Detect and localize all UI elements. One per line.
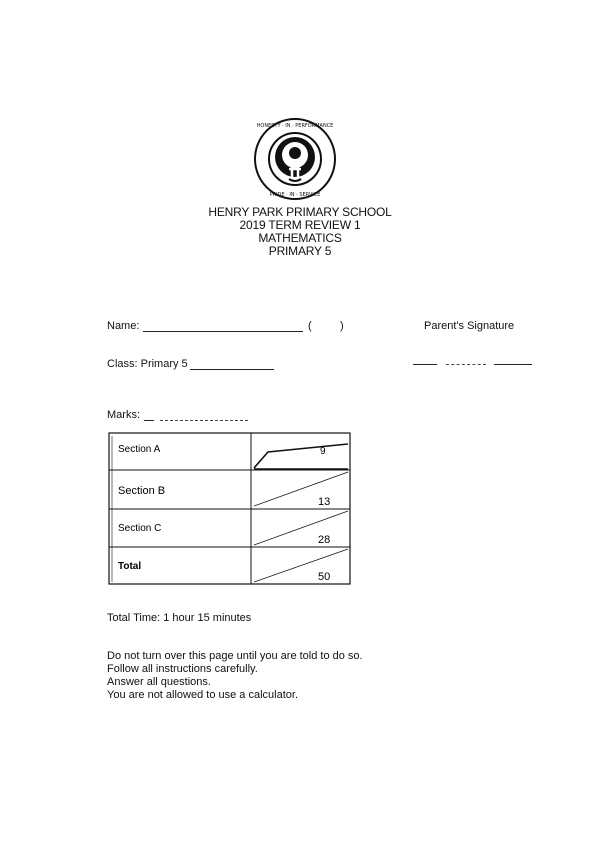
total-marks-slash	[254, 549, 348, 582]
school-crest-logo	[253, 117, 337, 201]
instruction-line: You are not allowed to use a calculator.	[107, 689, 299, 701]
svg-text:HONESTY · IN · PERFORMANCE: HONESTY · IN · PERFORMANCE	[256, 123, 334, 129]
table-row	[118, 549, 348, 583]
instruction-line: Answer all questions.	[107, 676, 211, 688]
register-number-close-paren: )	[340, 320, 344, 332]
class-input-line[interactable]	[190, 369, 274, 370]
parent-signature-line-2[interactable]	[446, 364, 486, 365]
table-row	[118, 472, 348, 508]
score-table	[108, 432, 351, 585]
section-a-marks-slash	[254, 444, 348, 469]
section-b-label: Section B	[118, 485, 166, 497]
marks-input-line-1[interactable]	[144, 420, 154, 421]
section-b-max-marks: 13	[318, 496, 331, 508]
marks-input-line-2[interactable]	[160, 420, 248, 421]
section-b-marks-slash	[254, 472, 348, 506]
subject-title: MATHEMATICS	[258, 231, 342, 245]
table-row	[118, 511, 348, 546]
section-c-max-marks: 28	[318, 534, 331, 546]
instruction-line: Do not turn over this page until you are told to do so.	[107, 650, 363, 662]
total-time: Total Time: 1 hour 15 minutes	[107, 612, 252, 624]
table-row	[118, 444, 348, 469]
section-c-marks-slash	[254, 511, 348, 545]
exam-heading	[0, 206, 600, 258]
instructions-list	[107, 650, 363, 702]
parent-signature-label: Parent's Signature	[424, 320, 515, 332]
school-name: HENRY PARK PRIMARY SCHOOL	[208, 205, 392, 219]
class-label: Class: Primary 5	[107, 358, 188, 370]
instruction-line: Follow all instructions carefully.	[107, 663, 258, 675]
section-c-label: Section C	[118, 523, 162, 534]
name-label: Name:	[107, 320, 140, 332]
marks-label: Marks:	[107, 409, 140, 421]
parent-signature-line-3[interactable]	[494, 364, 532, 365]
exam-title: 2019 TERM REVIEW 1	[239, 218, 361, 232]
total-label: Total	[118, 561, 142, 572]
register-number-open-paren: (	[308, 320, 312, 332]
section-a-max-marks: 9	[320, 446, 326, 457]
name-input-line[interactable]	[143, 331, 303, 332]
total-max-marks: 50	[318, 571, 331, 583]
parent-signature-line-1[interactable]	[413, 364, 437, 365]
level-title: PRIMARY 5	[268, 244, 332, 258]
svg-text:PRIDE · IN · SERVICE: PRIDE · IN · SERVICE	[269, 192, 321, 198]
section-a-label: Section A	[118, 444, 161, 455]
